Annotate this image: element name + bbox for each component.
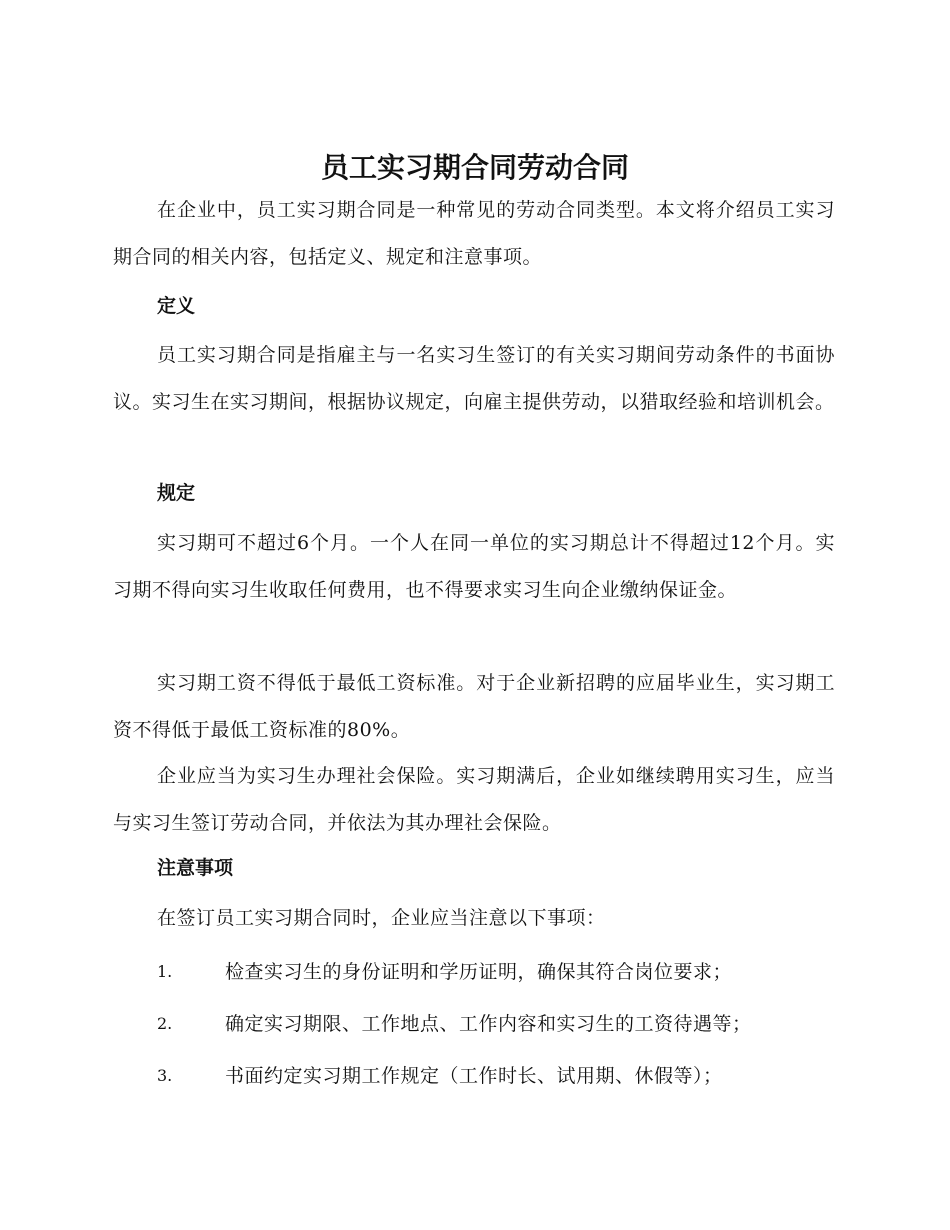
list-item-number: 1. [157,962,173,981]
list-item-text: 书面约定实习期工作规定（工作时长、试用期、休假等）； [225,1065,723,1087]
document-title: 员工实习期合同劳动合同 [320,151,629,184]
rules-paragraph-3: 企业应当为实习生办理社会保险。实习期满后，企业如继续聘用实习生，应当与实习生签订劳动合同，并依法为其办理社会保险。 [113,765,835,834]
list-item-text: 确定实习期限、工作地点、工作内容和实习生的工资待遇等； [225,1013,752,1035]
rules-paragraph-1: 实习期可不超过6个月。一个人在同一单位的实习期总计不得超过12个月。实习期不得向实习生收取任何费用，也不得要求实习生向企业缴纳保证金。 [113,532,835,601]
rules-paragraph-2: 实习期工资不得低于最低工资标准。对于企业新招聘的应届毕业生，实习期工资不得低于最低工资标准的80%。 [113,672,835,741]
section-heading-rules: 规定 [157,482,196,504]
list-item-text: 检查实习生的身份证明和学历证明，确保其符合岗位要求； [225,961,733,983]
list-item-number: 3. [157,1066,173,1085]
intro-paragraph: 在企业中，员工实习期合同是一种常见的劳动合同类型。本文将介绍员工实习期合同的相关内容，包括定义、规定和注意事项。 [113,199,835,268]
section-heading-definition: 定义 [157,295,196,317]
section-heading-notes: 注意事项 [157,857,234,879]
list-item-number: 2. [157,1014,173,1033]
notes-intro: 在签订员工实习期合同时，企业应当注意以下事项： [157,907,606,929]
definition-paragraph: 员工实习期合同是指雇主与一名实习生签订的有关实习期间劳动条件的书面协议。实习生在实习期间，根据协议规定，向雇主提供劳动，以猎取经验和培训机会。 [113,344,835,413]
